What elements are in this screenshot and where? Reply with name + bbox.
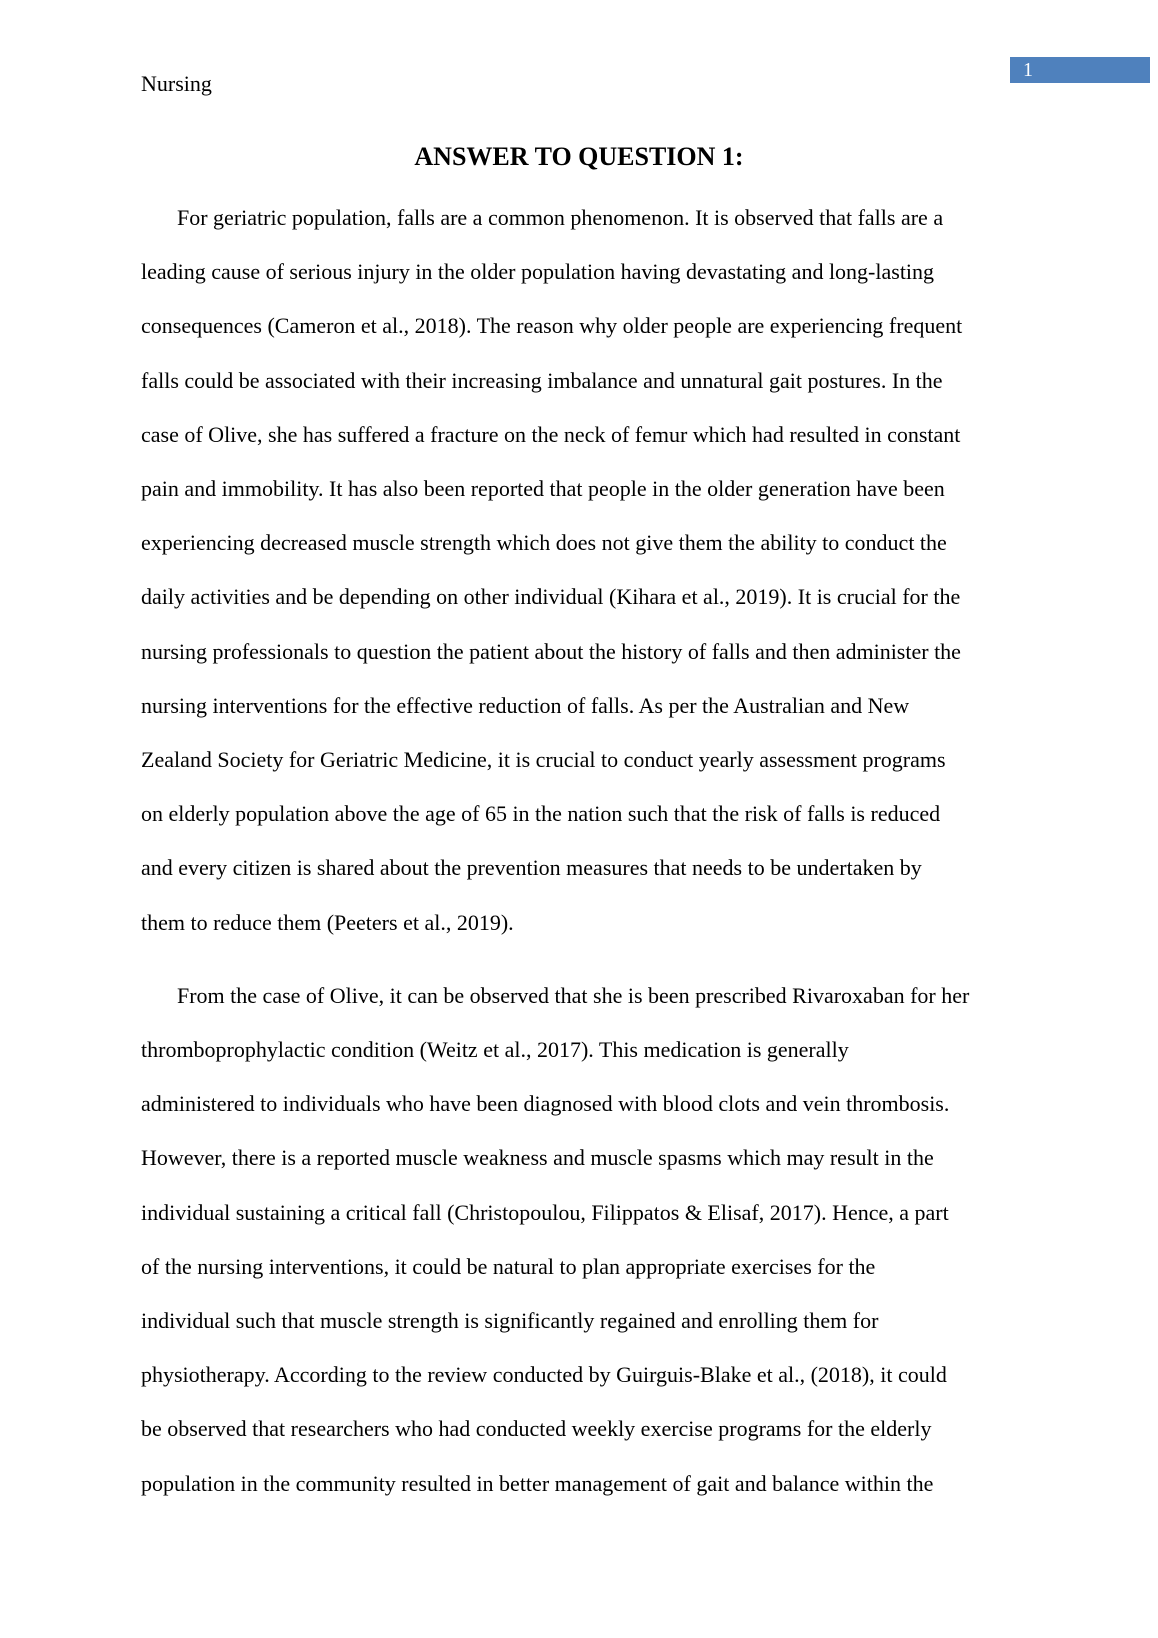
paragraph-line: leading cause of serious injury in the older population having devastating and long-lasting <box>141 259 935 285</box>
paragraph-line: From the case of Olive, it can be observed that she is been prescribed Rivaroxaban for her <box>177 982 970 1008</box>
paragraph-line: pain and immobility. It has also been reported that people in the older generation have been <box>141 476 945 502</box>
paragraph-line: individual such that muscle strength is significantly regained and enrolling them for <box>141 1308 879 1334</box>
paragraph-line: population in the community resulted in better management of gait and balance within the <box>141 1470 934 1496</box>
page-number: 1 <box>1023 59 1033 81</box>
paragraph-line: be observed that researchers who had conducted weekly exercise programs for the elderly <box>141 1416 932 1442</box>
paragraph-line: However, there is a reported muscle weakness and muscle spasms which may result in the <box>141 1145 934 1171</box>
page-number-box <box>1010 57 1150 83</box>
paragraph-1 <box>141 191 1021 950</box>
paragraph-line: thromboprophylactic condition (Weitz et al., 2017). This medication is generally <box>141 1037 849 1063</box>
paragraph-line: consequences (Cameron et al., 2018). The reason why older people are experiencing frequent <box>141 313 963 339</box>
paragraph-line: For geriatric population, falls are a common phenomenon. It is observed that falls are a <box>177 205 944 230</box>
paragraph-line: physiotherapy. According to the review conducted by Guirguis-Blake et al., (2018), it could <box>141 1362 947 1388</box>
paragraph-line: case of Olive, she has suffered a fracture on the neck of femur which had resulted in constant <box>141 421 961 447</box>
paragraph-line: Zealand Society for Geriatric Medicine, it is crucial to conduct yearly assessment programs <box>141 747 946 773</box>
paragraph-line: individual sustaining a critical fall (Christopoulou, Filippatos & Elisaf, 2017). Hence, a part <box>141 1199 949 1225</box>
paragraph-line: administered to individuals who have been diagnosed with blood clots and vein thrombosis. <box>141 1091 950 1117</box>
paragraph-line: experiencing decreased muscle strength which does not give them the ability to conduct the <box>141 530 947 556</box>
paragraph-line: nursing professionals to question the patient about the history of falls and then administer the <box>141 638 961 664</box>
paragraph-2 <box>141 969 1021 1511</box>
paragraph-line: and every citizen is shared about the prevention measures that needs to be undertaken by <box>141 855 922 881</box>
paragraph-line: falls could be associated with their increasing imbalance and unnatural gait postures. In the <box>141 367 943 393</box>
body-text <box>141 191 1021 1511</box>
paragraph-line: nursing interventions for the effective reduction of falls. As per the Australian and New <box>141 692 910 718</box>
paragraph-line: on elderly population above the age of 65 in the nation such that the risk of falls is reduced <box>141 801 941 827</box>
section-title: ANSWER TO QUESTION 1: <box>414 142 744 171</box>
paragraph-line: of the nursing interventions, it could be natural to plan appropriate exercises for the <box>141 1253 876 1279</box>
paragraph-line: daily activities and be depending on other individual (Kihara et al., 2019). It is crucial for the <box>141 584 961 610</box>
running-head: Nursing <box>141 71 212 96</box>
paragraph-line: them to reduce them (Peeters et al., 2019). <box>141 909 514 935</box>
